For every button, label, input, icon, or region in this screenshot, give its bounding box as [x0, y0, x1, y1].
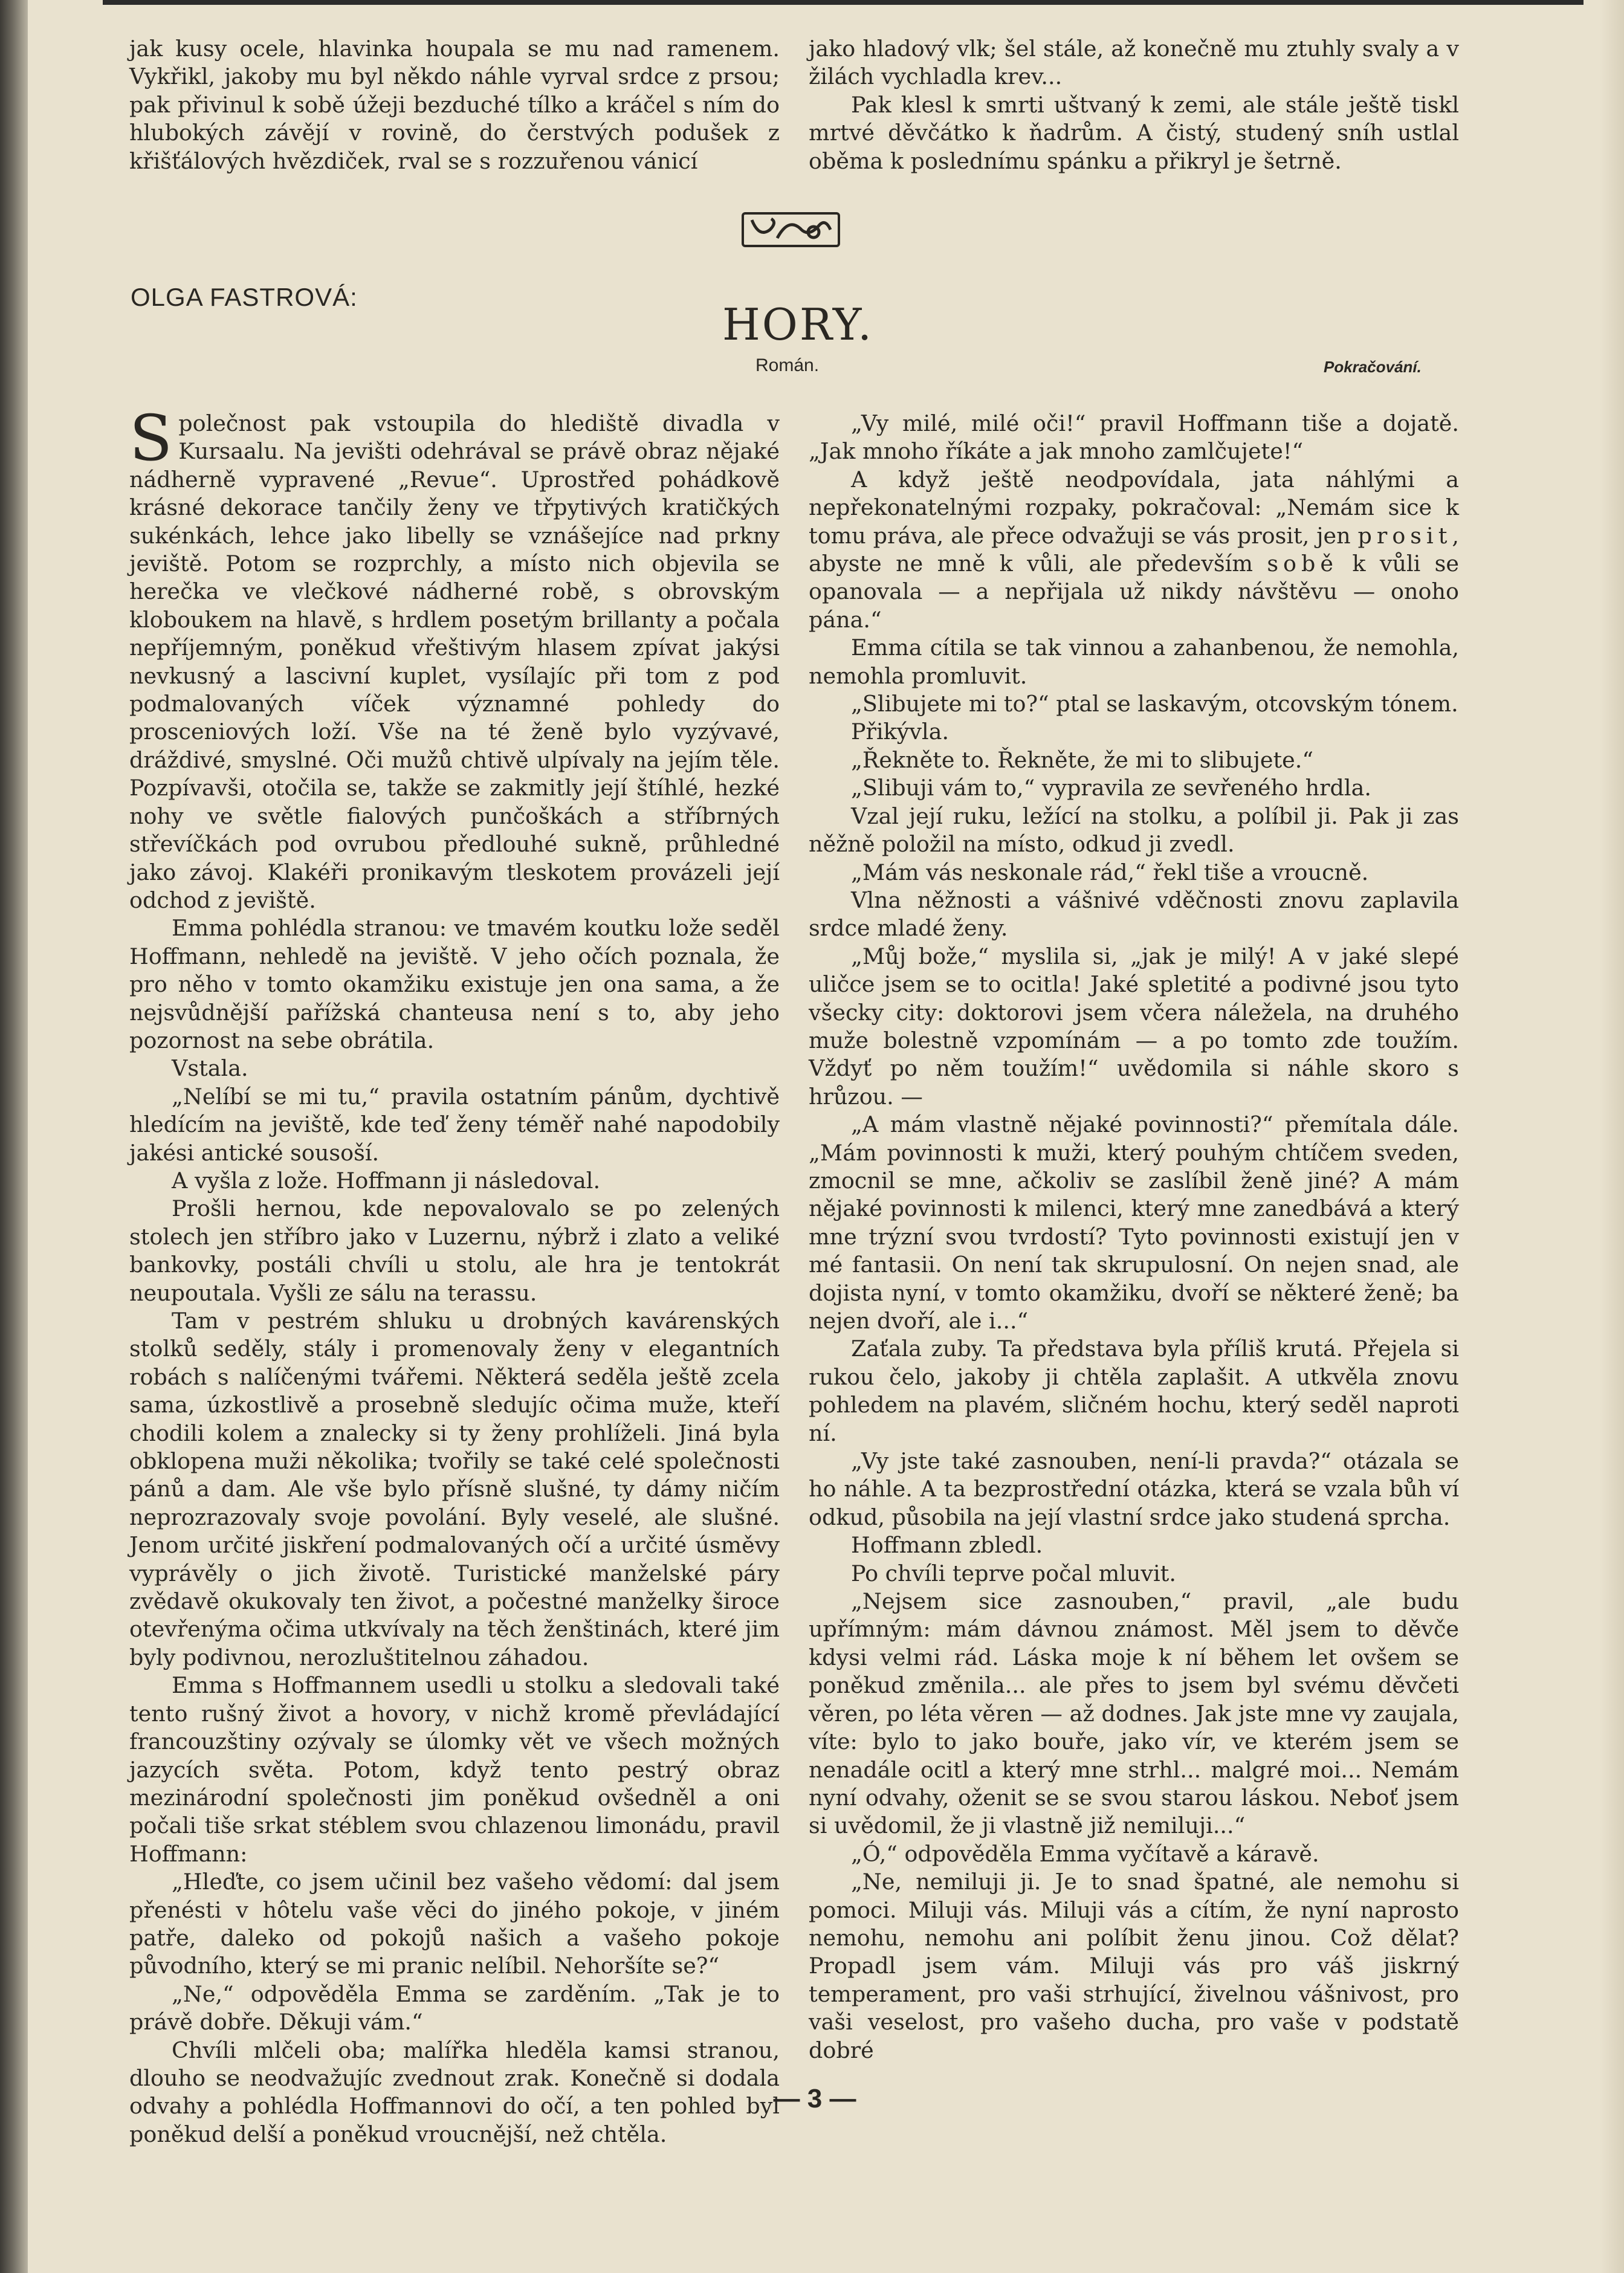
- paragraph-text: A když ještě neodpovídala, jata náhlými a nepřekonatelnými rozpaky, pokračoval: „Nemám sice k tomu práva, ale přece odvažuji se vás prosit, jen: [809, 466, 1459, 549]
- paragraph: „Hleďte, co jsem učinil bez vašeho vědomí: dal jsem přenésti v hôtelu vaše věci do jiného pokoje, v jiném patře, daleko od pokojů našich a vašeho pokoje původního, který se mi pranic nelíbil. Nehoršíte se?“: [129, 1869, 780, 1979]
- paragraph: Hoffmann zbledl.: [851, 1532, 1043, 1559]
- paragraph: Emma cítila se tak vinnou a zahanbenou, že nemohla, nemohla promluvit.: [809, 635, 1459, 689]
- novel-right-column: [809, 410, 1459, 2064]
- paragraph: Prošli hernou, kde nepovalovalo se po zelených stolech jen stříbro jako v Luzernu, nýbrž i zlato a veliké bankovky, postáli chvíli u stolu, ale hra je tentokrát neupoutala. Vyšli ze sálu na terassu.: [129, 1195, 780, 1306]
- paragraph: jak kusy ocele, hlavinka houpala se mu nad ramenem. Vykřikl, jakoby mu byl někdo náhle vyrval srdce z prsou; pak přivinul k sobě úžeji bezduché tílko a kráčel s ním do hlubokých závějí v rovině, do čerstvých podušek z křišťálových hvězdiček, rval se s rozzuřenou vánicí: [129, 36, 780, 174]
- paragraph: „Mám vás neskonale rád,“ řekl tiše a vroucně.: [851, 859, 1369, 885]
- novel-left-column: [129, 401, 780, 2149]
- paragraph: Pak klesl k smrti uštvaný k zemi, ale stále ještě tiskl mrtvé děvčátko k ňadrům. A čistý, studený sníh ustlal oběma k poslednímu spánku a přikryl je šetrně.: [809, 91, 1459, 174]
- paragraph: [809, 466, 1459, 634]
- opening-text: polečnost pak vstoupila do hlediště divadla v Kursaalu. Na jevišti odehrával se právě obraz nějaké nádherně vypravené „Revue“. Uprostřed pohádkově krásné dekorace tančily ženy ve třpytivých kratičkých sukénkách, lehce jako libelly se vznášejíce nad prkny jeviště. Potom se rozprchly, a místo nich objevila se herečka ve vlečkové nádherné robě, s obrovským kloboukem na hlavě, s hrdlem posetým brillanty a počala nepříjemným, poněkud vřeštivým hlasem zpívat jakýsi nevkusný a lascivní kuplet, vysílajíc při tom z pod podmalovaných víček významné pohledy do prosceniových loží. Vše na té ženě bylo vyzývavé, dráždivé, smyslné. Oči mužů chtivě ulpívaly na jejím těle. Pozpívavši, otočila se, takže se zakmitly její štíhlé, hezké nohy ve světle fialových punčoškách a stříbrných střevíčkách pod ovrubou předlouhé sukně, průhledné jako závoj. Klakéři pronikavým tleskotem provázeli její odchod z jeviště.: [129, 410, 780, 913]
- paragraph: „Vy milé, milé oči!“ pravil Hoffmann tiše a dojatě. „Jak mnoho říkáte a jak mnoho zamlčujete!“: [809, 410, 1459, 465]
- paragraph: Tam v pestrém shluku u drobných kavárenských stolků seděly, stály i promenovaly ženy v elegantních robách s nalíčenými tvářemi. Některá seděla ještě zcela sama, úzkostlivě a prosebně sledujíc očima muže, kteří chodili kolem a znalecky si ty ženy prohlíželi. Jiná byla obklopena muži několika; tvořily se také celé společnosti pánů a dam. Ale vše bylo přísně slušné, ty dámy ničím neprozrazovaly svoje povolání. Byly veselé, ale slušné. Jenom určité jiskření podmalovaných očí a určité úsměvy vyprávěly o jich životě. Turistické manželské páry zvědavě okukovaly ten život, a počestné manželky široce otevřenýma očima utkvívaly na těch ženštinách, které jim byly podivnou, nerozluštitelnou záhadou.: [129, 1308, 780, 1670]
- emphasis-text: prosit: [1357, 522, 1452, 549]
- paragraph: A vyšla z lože. Hoffmann ji následoval.: [172, 1167, 601, 1194]
- opening-paragraph: [129, 401, 780, 914]
- paragraph: Emma pohlédla stranou: ve tmavém koutku lože seděl Hoffmann, nehledě na jeviště. V jeho očích poznala, že pro něho v tomto okamžiku existuje jen ona sama, a že nejsvůdnější pařížská chanteusa není s to, aby jeho pozornost na sebe obrátila.: [129, 915, 780, 1053]
- paragraph: Přikývla.: [851, 719, 949, 745]
- chapter-title: HORY.: [722, 299, 873, 350]
- previous-story-right-column: [809, 35, 1459, 175]
- paragraph: Vstala.: [172, 1055, 248, 1082]
- top-edge-line: [103, 0, 1584, 5]
- paragraph: „Ne, nemiluji ji. Je to snad špatné, ale nemohu si pomoci. Miluji vás. Miluji vás a cítím, že nyní naprosto nemohu, nemohu ani políbit ženu jinou. Což dělat? Propadl jsem vám. Miluji vás pro váš jiskrný temperament, pro vaši strhující, živelnou vášnivost, pro vaši veselost, pro vašeho ducha, pro vaše v podstatě dobré: [809, 1869, 1459, 2063]
- genre-subtitle: Román.: [755, 355, 820, 375]
- paragraph: Po chvíli teprve počal mluvit.: [851, 1560, 1176, 1586]
- decorative-ornament-icon: [741, 212, 841, 248]
- continuation-note: Pokračování.: [1324, 358, 1422, 376]
- paragraph: Emma s Hoffmannem usedli u stolku a sledovali také tento rušný život a hovory, v nichž kromě převládající francouzštiny ozývaly se úlomky vět ve všech možných jazycích světa. Potom, když tento pestrý obraz mezinárodní společnosti jim poněkud ovšedněl a oni počali tiše srkat stéblem svou chlazenou limonádu, pravil Hoffmann:: [129, 1672, 780, 1867]
- paragraph: jako hladový vlk; šel stále, až konečně mu ztuhly svaly a v žilách vychladla krev...: [809, 36, 1459, 90]
- paragraph: „Slibuji vám to,“ vypravila ze sevřeného hrdla.: [851, 775, 1371, 801]
- book-spine: [0, 0, 28, 2273]
- paragraph: „Nejsem sice zasnouben,“ pravil, „ale budu upřímným: mám dávnou známost. Měl jsem to děvče kdysi velmi rád. Láska moje k ní během let ovšem se poněkud změnila... ale přes to jsem byl svému děvčeti věren, po léta věren — až dodnes. Jak jste mne vy zaujala, víte: bylo to jako bouře, jako vír, ve kterém jsem se nenadále ocitl a který mne strhl... malgré moi... Nemám nyní odvahy, oženit se se svou starou láskou. Neboť jsem si uvědomil, že ji vlastně již nemiluji...“: [809, 1588, 1459, 1839]
- page-edge-shadow: [1600, 0, 1624, 2273]
- paragraph-text: k vůli se opanovala — a nepřijala už nikdy návštěvu — onoho pána.“: [809, 551, 1459, 633]
- author-name: OLGA FASTROVÁ:: [131, 283, 358, 311]
- paragraph: „Vy jste také zasnouben, není-li pravda?“ otázala se ho náhle. A ta bezprostřední otázka, která se vzala bůh ví odkud, působila na její vlastní srdce jako studená sprcha.: [809, 1448, 1459, 1530]
- page-number: — 3 —: [773, 2084, 856, 2113]
- paragraph-text: , abyste ne mně k vůli, ale především: [809, 522, 1459, 577]
- paragraph: „Můj bože,“ myslila si, „jak je milý! A v jaké slepé uličce jsem se to ocitla! Jaké spletité a podivné jsou tyto všecky city: doktorovi jsem včera náležela, na druhého muže bolestně vzpomínám — a po tomto zde toužím. Vždyť po něm toužím!“ uvědomila si náhle skoro s hrůzou. —: [809, 943, 1459, 1110]
- paragraph: „Nelíbí se mi tu,“ pravila ostatním pánům, dychtivě hledícím na jeviště, kde teď ženy téměř nahé napodobily jakési antické sousoší.: [129, 1083, 780, 1166]
- emphasis-text: sobě: [1267, 551, 1338, 577]
- paragraph: Vlna něžnosti a vášnivé vděčnosti znovu zaplavila srdce mladé ženy.: [809, 887, 1459, 942]
- paragraph: „Ne,“ odpověděla Emma se zarděním. „Tak je to právě dobře. Děkuji vám.“: [129, 1980, 780, 2035]
- paragraph: „Řekněte to. Řekněte, že mi to slibujete.“: [851, 746, 1314, 773]
- paragraph: Zaťala zuby. Ta představa byla příliš krutá. Přejela si rukou čelo, jakoby ji chtěla zaplašit. A utkvěla znovu pohledem na plavém, sličném hochu, který seděl naproti ní.: [809, 1336, 1459, 1446]
- paragraph: Vzal její ruku, ležící na stolku, a políbil ji. Pak ji zas něžně položil na místo, odkud ji zvedl.: [809, 803, 1459, 858]
- paragraph: „Slibujete mi to?“ ptal se laskavým, otcovským tónem.: [851, 691, 1458, 717]
- previous-story-left-column: [129, 35, 780, 175]
- paragraph: Chvíli mlčeli oba; malířka hleděla kamsi stranou, dlouho se neodvažujíc zvednout zrak. Konečně si dodala odvahy a pohlédla Hoffmannovi do očí, a ten pohled byl poněkud delší a poněkud vroucnější, než chtěla.: [129, 2037, 780, 2147]
- paragraph: „Ó,“ odpověděla Emma vyčítavě a káravě.: [851, 1840, 1319, 1867]
- paragraph: „A mám vlastně nějaké povinnosti?“ přemítala dále. „Mám povinnosti k muži, který pouhým chtíčem sveden, zmocnil se mne, ačkoliv se zaslíbil ženě jiné? A mám nějaké povinnosti k milenci, který mne zanedbává a který mne trýzní svou tvrdostí? Tyto povinnosti existují jen v mé fantasii. On není tak skrupulosní. On nejen snad, ale dojista nyní, v tomto okamžiku, dvoří se některé ženě; ba nejen dvoří, ale i...“: [809, 1111, 1459, 1334]
- drop-cap: S: [129, 401, 173, 475]
